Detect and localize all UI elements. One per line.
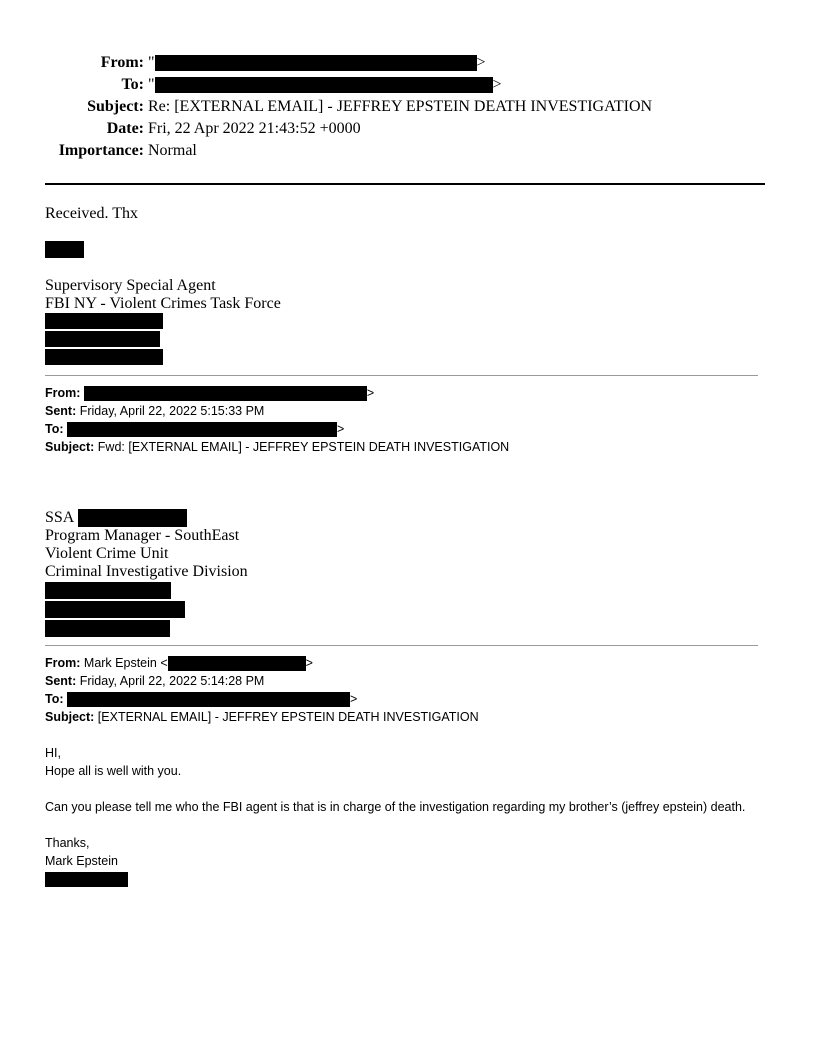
- from-label: From:: [100, 54, 144, 71]
- redaction-block: [155, 77, 493, 93]
- header-divider: [45, 183, 765, 185]
- forward-header: [45, 384, 509, 456]
- from-quote: ": [148, 54, 155, 71]
- original-subject-value: [EXTERNAL EMAIL] - JEFFREY EPSTEIN DEATH INVESTIGATION: [97, 710, 479, 724]
- original-from-bracket: >: [305, 656, 313, 670]
- header-to-row: [0, 74, 780, 96]
- forward-to-label: To:: [45, 422, 64, 436]
- original-to-row: [45, 690, 479, 708]
- original-from-label: From:: [45, 656, 81, 670]
- original-to-bracket: >: [350, 692, 358, 706]
- body-line-1: Hope all is well with you.: [45, 764, 182, 778]
- header-importance-row: [0, 140, 780, 162]
- importance-value: Normal: [148, 142, 197, 159]
- header-from-row: [0, 52, 780, 74]
- sig-line-2: Violent Crime Unit: [45, 545, 169, 562]
- sig-unit: FBI NY - Violent Crimes Task Force: [45, 295, 281, 312]
- original-sent-row: [45, 672, 479, 690]
- from-bracket: >: [476, 54, 486, 71]
- closing: Thanks,: [45, 836, 90, 850]
- original-sent-label: Sent:: [45, 674, 77, 688]
- redaction-block: [155, 55, 477, 71]
- email-header: [0, 52, 780, 162]
- redaction-block: [45, 601, 185, 618]
- to-quote: ": [148, 76, 155, 93]
- forward-contact-block: [45, 582, 185, 637]
- reply-contact-block: [45, 313, 163, 365]
- original-subject-label: Subject:: [45, 710, 95, 724]
- forward-to-bracket: >: [337, 422, 345, 436]
- sig-ssa-row: [45, 509, 248, 527]
- redaction-block: [78, 509, 187, 527]
- redaction-block: [45, 331, 160, 347]
- redaction-block: [45, 349, 163, 365]
- original-to-label: To:: [45, 692, 64, 706]
- forward-subject-label: Subject:: [45, 440, 95, 454]
- original-from-row: [45, 654, 479, 672]
- redaction-block: [67, 692, 350, 707]
- subject-value: Re: [EXTERNAL EMAIL] - JEFFREY EPSTEIN DEATH INVESTIGATION: [148, 98, 653, 115]
- reply-body: Received. Thx: [45, 205, 139, 222]
- forward-sent-row: [45, 402, 509, 420]
- redaction-block: [168, 656, 306, 671]
- sig-line-3: Criminal Investigative Division: [45, 563, 248, 580]
- forward-subject-value: Fwd: [EXTERNAL EMAIL] - JEFFREY EPSTEIN DEATH INVESTIGATION: [97, 440, 510, 454]
- signature-name: Mark Epstein: [45, 854, 118, 868]
- sig-line-1: Program Manager - SouthEast: [45, 527, 240, 544]
- forward-to-row: [45, 420, 509, 438]
- original-header: [45, 654, 479, 726]
- original-body: [45, 744, 765, 887]
- header-date-row: [0, 118, 780, 140]
- redaction-block: [45, 241, 84, 258]
- forward-from-label: From:: [45, 386, 81, 400]
- redaction-block: [45, 620, 170, 637]
- to-label: To:: [121, 76, 144, 93]
- original-from-name: Mark Epstein <: [83, 656, 168, 670]
- redaction-block: [84, 386, 367, 401]
- redaction-block: [45, 582, 171, 599]
- sig-title: Supervisory Special Agent: [45, 277, 216, 294]
- forward-sent-value: Friday, April 22, 2022 5:15:33 PM: [79, 404, 265, 418]
- header-subject-row: [0, 96, 780, 118]
- original-subject-row: [45, 708, 479, 726]
- greeting: HI,: [45, 746, 61, 760]
- original-divider: [45, 645, 758, 646]
- redaction-block: [45, 313, 163, 329]
- body-line-2: Can you please tell me who the FBI agent is that is in charge of the investigation regarding my brother’s (jeffrey epstein) death.: [45, 800, 746, 814]
- importance-label: Importance:: [58, 142, 144, 159]
- original-sent-value: Friday, April 22, 2022 5:14:28 PM: [79, 674, 265, 688]
- forward-divider: [45, 375, 758, 376]
- forward-subject-row: [45, 438, 509, 456]
- reply-sender-name: [45, 241, 84, 258]
- sig-ssa-prefix: SSA: [45, 509, 75, 526]
- date-value: Fri, 22 Apr 2022 21:43:52 +0000: [148, 120, 361, 137]
- subject-label: Subject:: [87, 98, 144, 115]
- forward-from-row: [45, 384, 509, 402]
- forward-sent-label: Sent:: [45, 404, 77, 418]
- reply-signature: [45, 277, 281, 313]
- redaction-block: [45, 872, 128, 887]
- redaction-block: [67, 422, 337, 437]
- forward-signature: [45, 509, 248, 581]
- date-label: Date:: [106, 120, 144, 137]
- forward-from-bracket: >: [366, 386, 375, 400]
- to-bracket: >: [492, 76, 502, 93]
